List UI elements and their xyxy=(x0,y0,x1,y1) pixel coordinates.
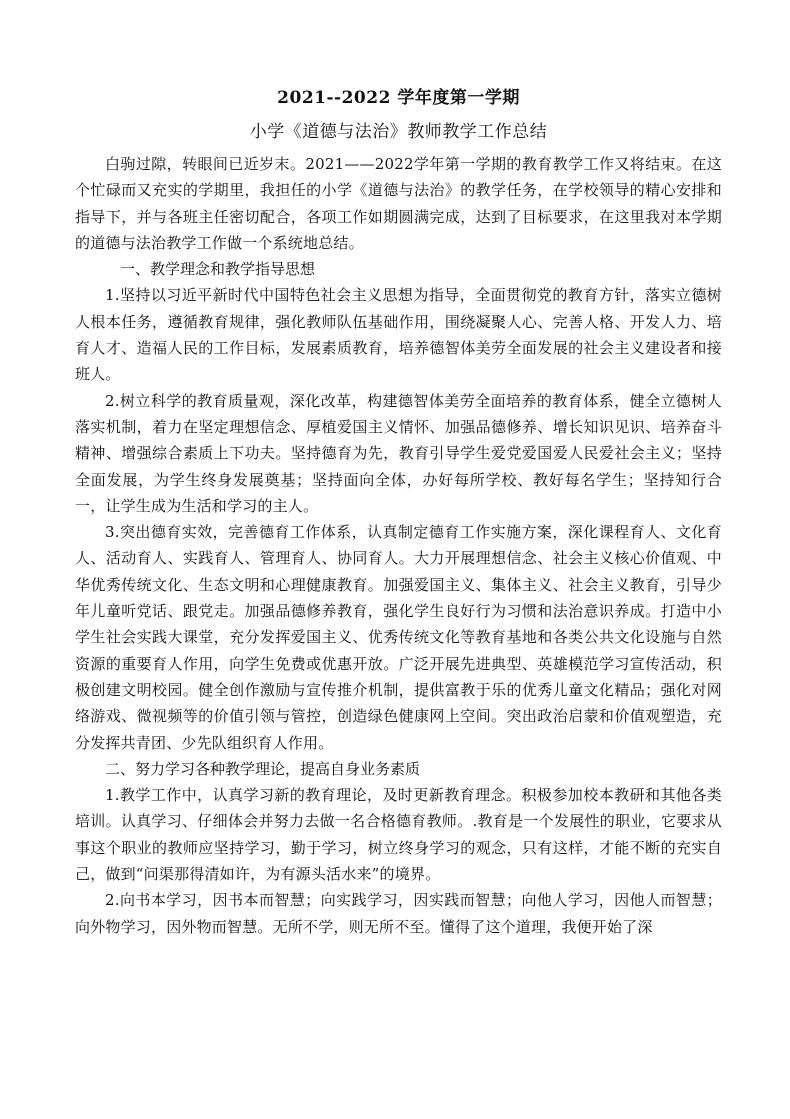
section-1-heading: 一、教学理念和教学指导思想 xyxy=(120,260,316,279)
intro-paragraph: 白驹过隙，转眼间已近岁末。2021——2022学年第一学期的教育教学工作又将结束。在这个忙碌而又充实的学期里，我担任的小学《道德与法治》的教学任务，在学校领导的精心安排和指导下，并与各班主任密切配合，各项工作如期圆满完成，达到了目标要求，在这里我对本学期的道德与法治教学工作做一个系统地总结。 xyxy=(75,155,722,252)
document-title: 2021--2022 学年度第一学期 xyxy=(277,88,520,108)
section-1-paragraph-3: 3.突出德育实效，完善德育工作体系，认真制定德育工作实施方案，深化课程育人、文化育人、活动育人、实践育人、管理育人、协同育人。大力开展理想信念、社会主义核心价值观、中华优秀传统文化、生态文明和心理健康教育。加强爱国主义、集体主义、社会主义教育，引导少年儿童听党话、跟党走。加强品德修养教育，强化学生良好行为习惯和法治意识养成。打造中小学生社会实践大课堂，充分发挥爱国主义、优秀传统文化等教育基地和各类公共文化设施与自然资源的重要育人作用，向学生免费或优惠开放。广泛开展先进典型、英雄模范学习宣传活动，积极创建文明校园。健全创作激励与宣传推介机制，提供富教于乐的优秀儿童文化精品；强化对网络游戏、微视频等的价值引领与管控，创造绿色健康网上空间。突出政治启蒙和价值观塑造，充分发挥共青团、少先队组织育人作用。 xyxy=(75,523,722,752)
document-subtitle: 小学《道德与法治》教师教学工作总结 xyxy=(249,122,548,142)
section-1-paragraph-1: 1.坚持以习近平新时代中国特色社会主义思想为指导，全面贯彻党的教育方针，落实立德树人根本任务，遵循教育规律，强化教师队伍基础作用，围绕凝聚人心、完善人格、开发人力、培育人才、造福人民的工作目标，发展素质教育，培养德智体美劳全面发展的社会主义建设者和接班人。 xyxy=(75,286,722,384)
section-2-paragraph-1: 1.教学工作中，认真学习新的教育理论，及时更新教育理念。积极参加校本教研和其他各类培训。认真学习、仔细体会并努力去做一名合格德育教师。.教育是一个发展性的职业，它要求从事这个职业的教师应坚持学习，勤于学习，树立终身学习的观念，只有这样，才能不断的充实自己，做到“问渠那得清如许，为有源头活水来”的境界。 xyxy=(75,786,722,884)
section-1-paragraph-2: 2.树立科学的教育质量观，深化改革，构建德智体美劳全面培养的教育体系，健全立德树人落实机制，着力在坚定理想信念、厚植爱国主义情怀、加强品德修养、增长知识见识、培养奋斗精神、增强综合素质上下功夫。坚持德育为先，教育引导学生爱党爱国爱人民爱社会主义；坚持全面发展，为学生终身发展奠基；坚持面向全体，办好每所学校、教好每名学生；坚持知行合一，让学生成为生活和学习的主人。 xyxy=(75,391,722,515)
section-2-paragraph-2: 2.向书本学习，因书本而智慧；向实践学习，因实践而智慧；向他人学习，因他人而智慧；向外物学习，因外物而智慧。无所不学，则无所不至。懂得了这个道理，我便开始了深 xyxy=(75,891,722,936)
section-2-heading: 二、努力学习各种教学理论，提高自身业务素质 xyxy=(105,759,421,778)
